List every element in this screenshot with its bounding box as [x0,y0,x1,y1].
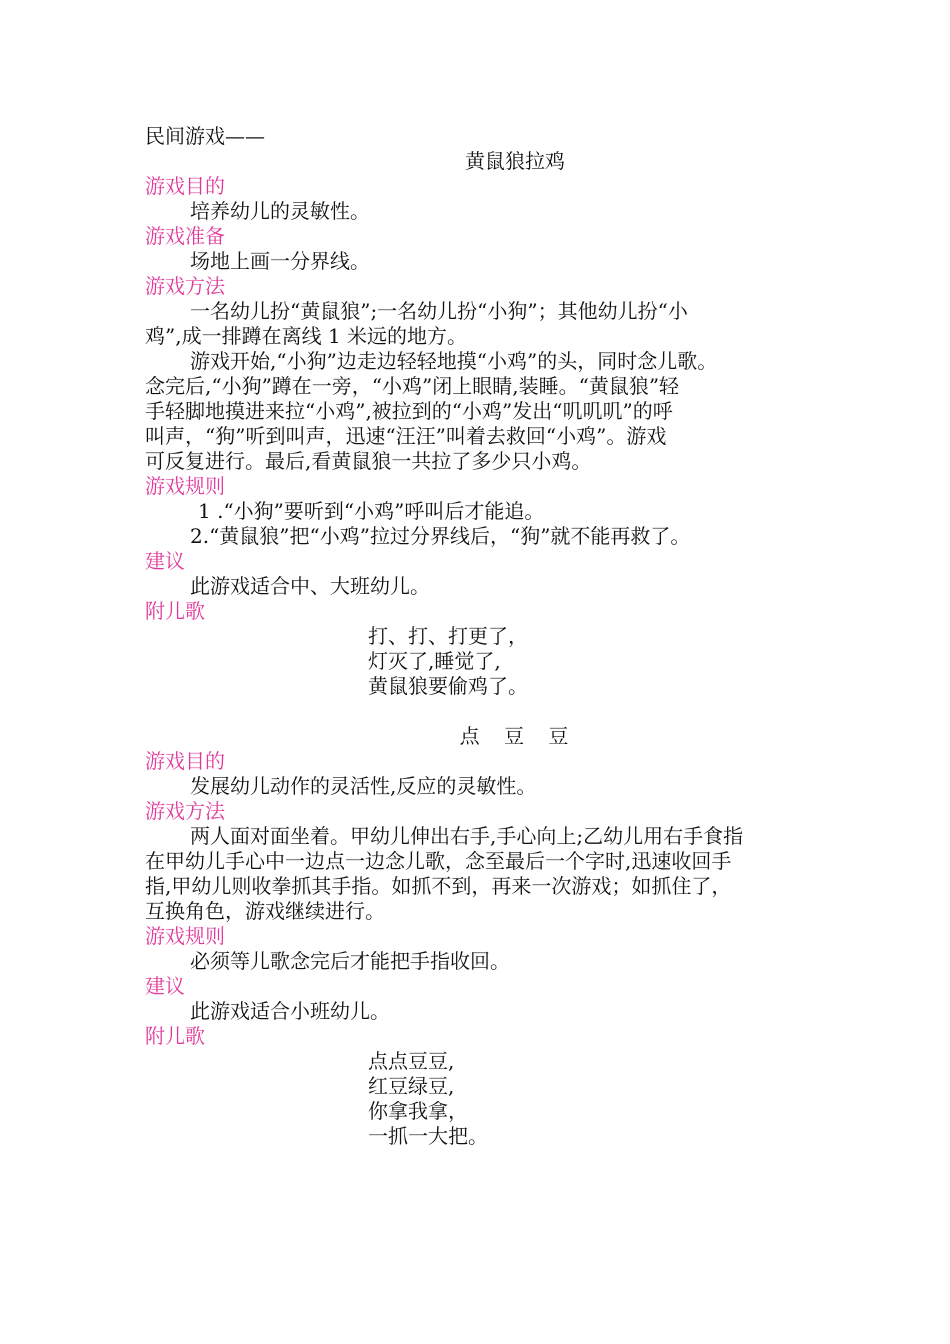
game1-method-line: 手轻脚地摸进来拉“小鸡”,被拉到的“小鸡”发出“叽叽叽”的呼 [145,399,673,423]
game1-rule-1: 1 .“小狗”要听到“小鸡”呼叫后才能追。 [198,499,545,523]
game1-method-line: 鸡”,成一排蹲在离线 1 米远的地方。 [145,324,468,348]
game2-method-heading: 游戏方法 [145,799,225,823]
game2-song-line: 点点豆豆, [368,1049,455,1073]
game2-title: 点 豆 豆 [459,724,571,748]
game1-song-line: 黄鼠狼要偷鸡了。 [368,674,528,698]
game1-song-heading: 附儿歌 [145,599,205,623]
game1-title: 黄鼠狼拉鸡 [465,149,565,173]
game1-song-line: 打、打、打更了， [368,624,528,648]
game2-method-line: 互换角色，游戏继续进行。 [145,899,385,923]
game1-rules-heading: 游戏规则 [145,474,225,498]
game2-advice: 此游戏适合小班幼儿。 [190,999,390,1023]
game1-method-line: 游戏开始,“小狗”边走边轻轻地摸“小鸡”的头，同时念儿歌。 [190,349,718,373]
game1-method-line: 可反复进行。最后,看黄鼠狼一共拉了多少只小鸡。 [145,449,592,473]
game1-prep-heading: 游戏准备 [145,224,225,248]
game2-song-line: 一抓一大把。 [368,1124,488,1148]
game1-prep: 场地上画一分界线。 [190,249,370,273]
game2-purpose: 发展幼儿动作的灵活性,反应的灵敏性。 [190,774,537,798]
game1-advice: 此游戏适合中、大班幼儿。 [190,574,430,598]
game2-advice-heading: 建议 [145,974,185,998]
game1-method-line: 一名幼儿扮“黄鼠狼”;一名幼儿扮“小狗”；其他幼儿扮“小 [190,299,688,323]
game2-purpose-heading: 游戏目的 [145,749,225,773]
game2-method-line: 指,甲幼儿则收拳抓其手指。如抓不到，再来一次游戏；如抓住了， [145,874,732,898]
series-label: 民间游戏—— [145,124,265,148]
game1-rule-2: 2.“黄鼠狼”把“小鸡”拉过分界线后，“狗”就不能再救了。 [190,524,691,548]
game2-rules-heading: 游戏规则 [145,924,225,948]
game2-song-line: 你拿我拿， [368,1099,468,1123]
game2-method-line: 两人面对面坐着。甲幼儿伸出右手,手心向上;乙幼儿用右手食指 [190,824,744,848]
game2-method-line: 在甲幼儿手心中一边点一边念儿歌，念至最后一个字时,迅速收回手 [145,849,732,873]
game1-advice-heading: 建议 [145,549,185,573]
game2-rules: 必须等儿歌念完后才能把手指收回。 [190,949,510,973]
game2-song-heading: 附儿歌 [145,1024,205,1048]
game1-song-line: 灯灭了,睡觉了, [368,649,501,673]
game1-purpose-heading: 游戏目的 [145,174,225,198]
game2-song-line: 红豆绿豆, [368,1074,455,1098]
game1-method-line: 叫声，“狗”听到叫声，迅速“汪汪”叫着去救回“小鸡”。游戏 [145,424,667,448]
game1-method-heading: 游戏方法 [145,274,225,298]
game1-method-line: 念完后,“小狗”蹲在一旁，“小鸡”闭上眼睛,装睡。“黄鼠狼”轻 [145,374,680,398]
game1-purpose: 培养幼儿的灵敏性。 [190,199,370,223]
